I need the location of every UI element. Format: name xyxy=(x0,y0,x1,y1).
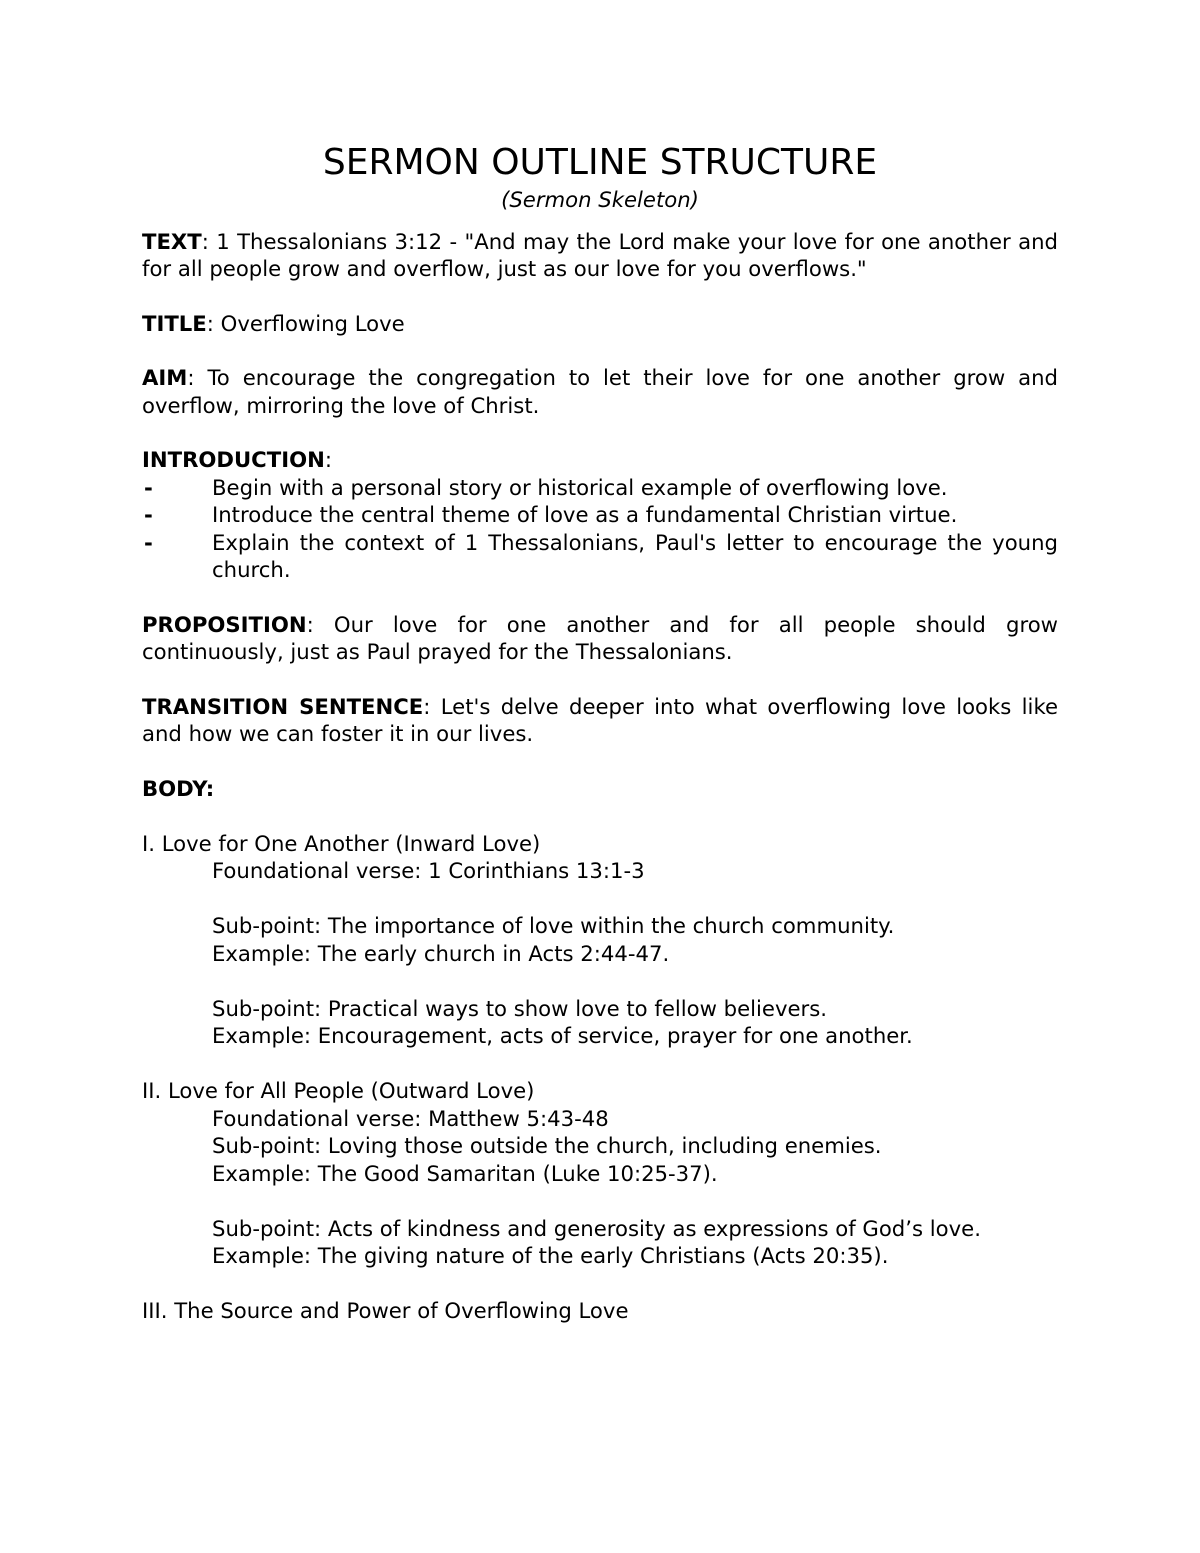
transition-label: TRANSITION SENTENCE xyxy=(142,693,424,719)
body-section-heading-2: II. Love for All People (Outward Love) xyxy=(142,1078,535,1103)
sub-point: Sub-point: Practical ways to show love to fellow believers. xyxy=(212,995,828,1021)
example: Example: Encouragement, acts of service, prayer for one another. xyxy=(212,1023,913,1048)
title-section xyxy=(142,310,1058,338)
example: Example: The giving nature of the early Christians (Acts 20:35). xyxy=(212,1243,889,1268)
list-item xyxy=(142,529,1058,584)
introduction-colon: : xyxy=(324,447,332,472)
body-section-heading-1: I. Love for One Another (Inward Love) xyxy=(142,830,541,856)
document-content xyxy=(142,140,1058,1325)
body-label: BODY: xyxy=(142,775,215,801)
proposition-value: : Our love for one another and for all people should grow continuously, just as Paul prayed for the Thessalonians. xyxy=(142,611,1058,664)
body-section-heading-3: III. The Source and Power of Overflowing Love xyxy=(142,1298,629,1323)
title-value: : Overflowing Love xyxy=(206,310,405,336)
bullet-dash: - xyxy=(144,529,153,555)
bullet-dash: - xyxy=(144,502,153,527)
bullet-dash: - xyxy=(144,474,153,500)
transition-section xyxy=(142,693,1058,748)
example: Example: The early church in Acts 2:44-47. xyxy=(212,940,670,966)
proposition-section xyxy=(142,611,1058,666)
foundational-verse-2: Foundational verse: Matthew 5:43-48 xyxy=(212,1105,609,1131)
document-title: SERMON OUTLINE STRUCTURE xyxy=(322,142,878,183)
aim-section xyxy=(142,364,1058,419)
aim-label: AIM xyxy=(142,365,188,390)
sub-point: Sub-point: Acts of kindness and generosity as expressions of God’s love. xyxy=(212,1215,981,1241)
aim-value: : To encourage the congregation to let their love for one another grow and overflow, mirroring the love of Christ. xyxy=(142,365,1058,418)
foundational-verse-1: Foundational verse: 1 Corinthians 13:1-3 xyxy=(212,858,645,883)
introduction-list xyxy=(142,474,1058,584)
transition-value: : Let's delve deeper into what overflowing love looks like and how we can foster it in our lives. xyxy=(142,693,1058,746)
introduction-label: INTRODUCTION xyxy=(142,447,325,472)
list-item xyxy=(142,474,1058,502)
list-item xyxy=(142,501,1058,529)
introduction-heading xyxy=(142,446,1058,474)
text-label: TEXT xyxy=(142,228,202,254)
text-section xyxy=(142,228,1058,283)
sub-point: Sub-point: Loving those outside the church, including enemies. xyxy=(212,1133,882,1158)
sub-point: Sub-point: The importance of love within the church community. xyxy=(212,913,895,938)
example: Example: The Good Samaritan (Luke 10:25-37). xyxy=(212,1160,718,1186)
list-item-text: Explain the context of 1 Thessalonians, Paul's letter to encourage the young church. xyxy=(212,529,1058,582)
title-label: TITLE xyxy=(142,310,207,336)
document-subtitle: (Sermon Skeleton) xyxy=(501,187,699,212)
list-item-text: Begin with a personal story or historical example of overflowing love. xyxy=(212,474,948,500)
list-item-text: Introduce the central theme of love as a fundamental Christian virtue. xyxy=(212,502,958,527)
proposition-label: PROPOSITION xyxy=(142,611,307,637)
text-value: : 1 Thessalonians 3:12 - "And may the Lord make your love for one another and for all people grow and overflow, just as our love for you overflows." xyxy=(142,228,1058,281)
